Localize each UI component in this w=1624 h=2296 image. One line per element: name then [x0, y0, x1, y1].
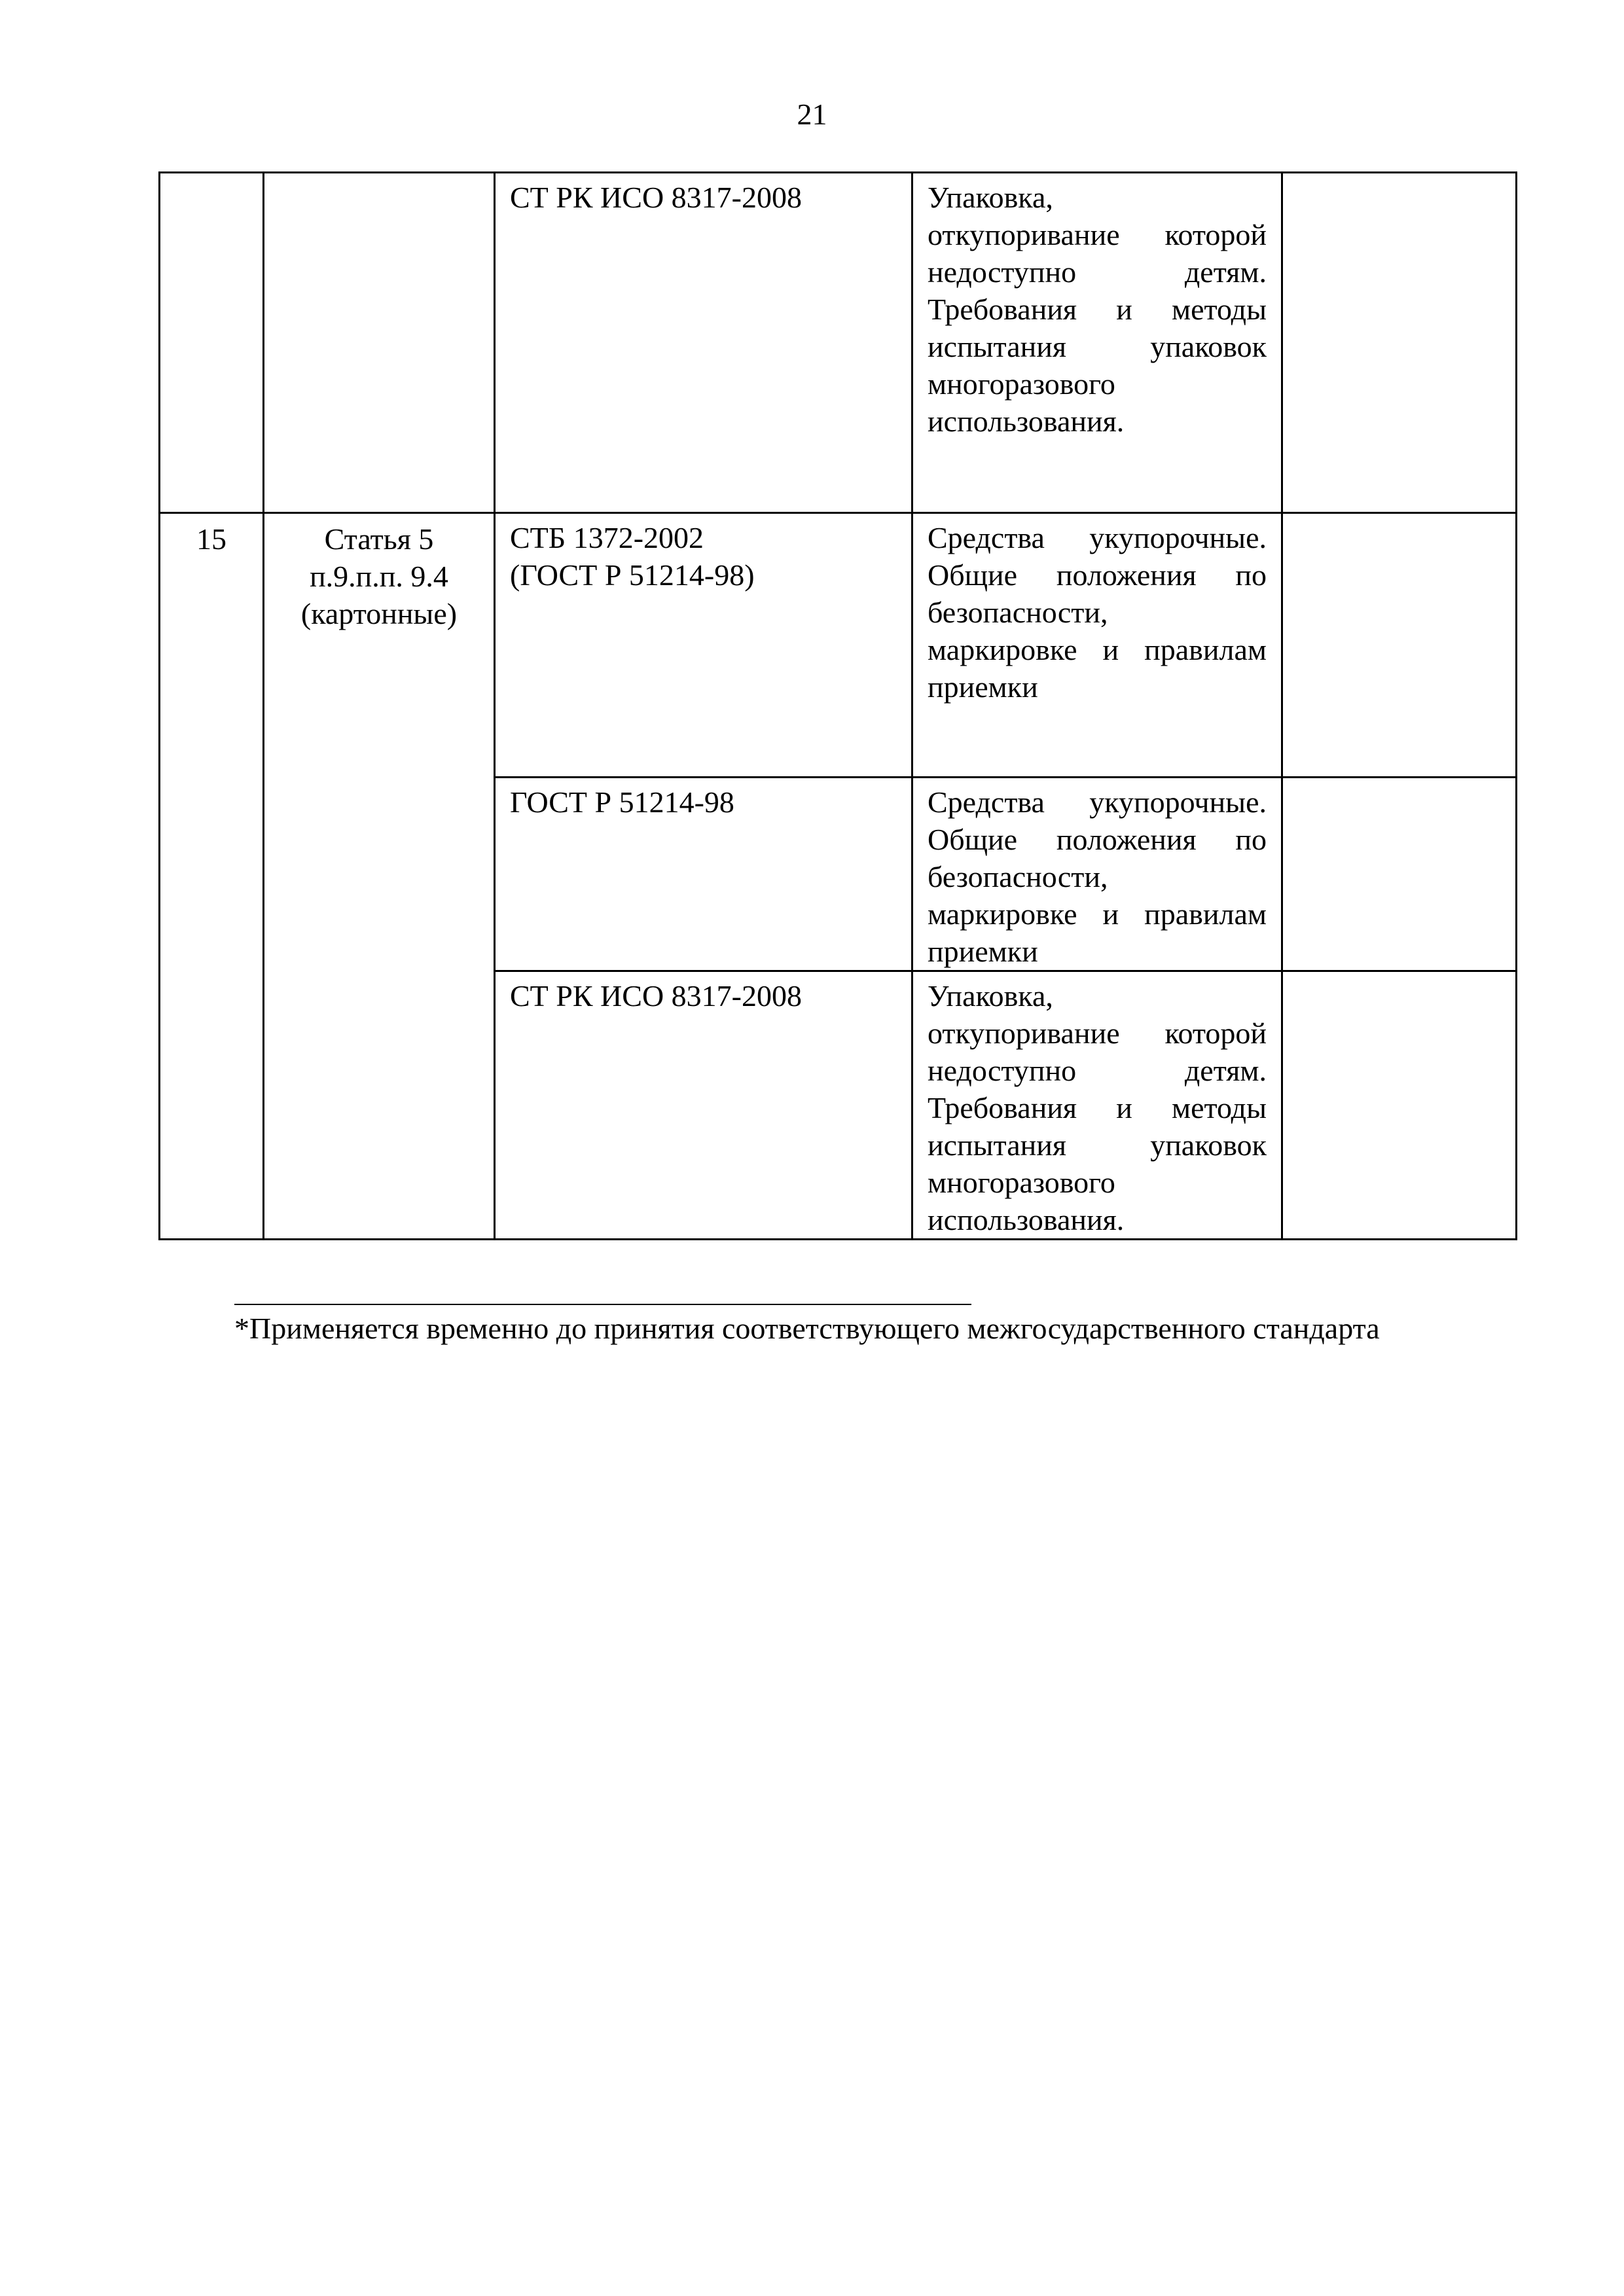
description-line: приемки — [928, 670, 1038, 704]
standard-code: ГОСТ Р 51214-98 — [510, 785, 734, 819]
description-line: откупоривание которой — [928, 218, 1267, 251]
standard-cell — [495, 778, 912, 971]
description-line: Общие положения по — [928, 823, 1267, 856]
description-line: безопасности, — [928, 596, 1108, 629]
description-line: испытания упаковок — [928, 1128, 1267, 1162]
standard-code: СТ РК ИСО 8317-2008 — [510, 181, 802, 214]
standard-code: СТБ 1372-2002 — [510, 521, 704, 554]
description-line: Упаковка, — [928, 979, 1053, 1013]
description-line: недоступно детям. — [928, 1054, 1267, 1087]
description-line: Требования и методы — [928, 293, 1267, 326]
description-line: Требования и методы — [928, 1091, 1267, 1124]
description-line: использования. — [928, 404, 1125, 438]
description-cell — [912, 513, 1282, 778]
description-line: маркировке и правилам — [928, 897, 1267, 931]
article-cell — [264, 513, 495, 1240]
description-cell — [912, 778, 1282, 971]
description-line: Средства укупорочные. — [928, 521, 1267, 554]
standard-code: СТ РК ИСО 8317-2008 — [510, 979, 802, 1013]
description-line: недоступно детям. — [928, 255, 1267, 289]
article-cell — [264, 173, 495, 513]
description-line: Средства укупорочные. — [928, 785, 1267, 819]
notes-cell — [1282, 173, 1517, 513]
article-line: (картонные) — [300, 597, 458, 630]
description-cell — [912, 971, 1282, 1240]
standard-cell — [495, 971, 912, 1240]
description-line: приемки — [928, 935, 1038, 968]
description-line: многоразового — [928, 367, 1115, 401]
footnote-divider — [234, 1304, 971, 1305]
description-line: безопасности, — [928, 860, 1108, 893]
notes-cell — [1282, 778, 1517, 971]
description-line: маркировке и правилам — [928, 633, 1267, 666]
notes-cell — [1282, 971, 1517, 1240]
description-line: использования. — [928, 1203, 1125, 1236]
table-row — [160, 513, 1517, 778]
standard-cell — [495, 173, 912, 513]
page-number: 21 — [797, 98, 827, 131]
standard-cell — [495, 513, 912, 778]
description-cell — [912, 173, 1282, 513]
article-line: Статья 5 — [324, 522, 434, 556]
row-number-cell — [160, 513, 264, 1240]
notes-cell — [1282, 513, 1517, 778]
article-line: п.9.п.п. 9.4 — [310, 560, 448, 593]
row-number: 15 — [196, 522, 226, 556]
description-line: откупоривание которой — [928, 1016, 1267, 1050]
description-line: многоразового — [928, 1166, 1115, 1199]
table-row — [160, 173, 1517, 513]
footnote: *Применяется временно до принятия соответствующего межгосударственного стандарта — [234, 1312, 1380, 1345]
description-line: Общие положения по — [928, 558, 1267, 592]
row-number-cell — [160, 173, 264, 513]
standards-table — [158, 171, 1517, 1240]
standard-code: (ГОСТ Р 51214-98) — [510, 558, 755, 592]
description-line: Упаковка, — [928, 181, 1053, 214]
description-line: испытания упаковок — [928, 330, 1267, 363]
